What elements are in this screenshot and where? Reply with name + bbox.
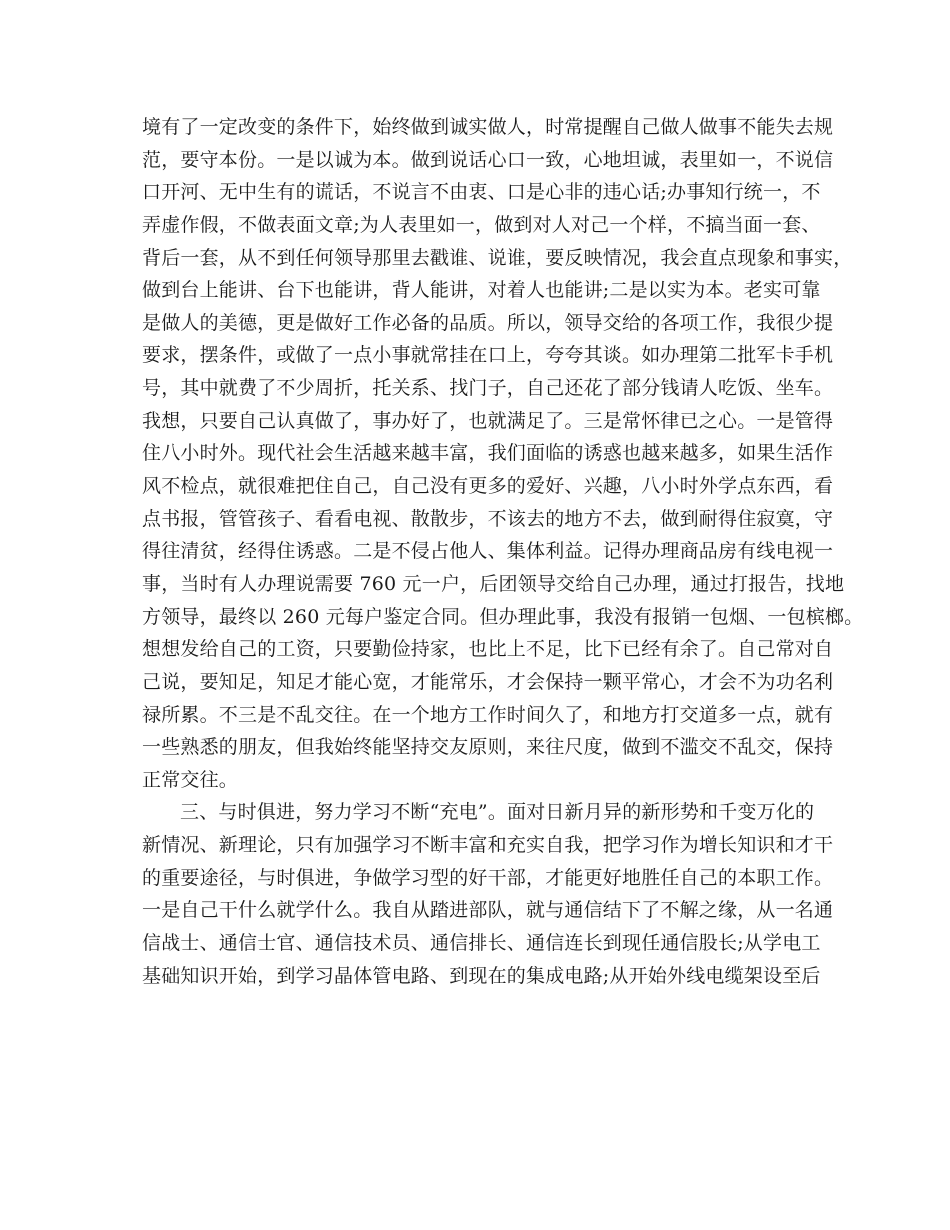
- text-line: 正常交往。: [142, 768, 239, 791]
- section-heading-line: 三、与时俱进，努力学习不断“充电”。面对日新月异的新形势和千变万化的: [180, 801, 815, 824]
- text-line: 做到台上能讲、台下也能讲，背人能讲，对着人也能讲;二是以实为本。老实可靠: [142, 279, 821, 302]
- text-line: 要求，摆条件，或做了一点小事就常挂在口上，夸夸其谈。如办理第二批军卡手机: [142, 344, 834, 367]
- text-line: 口开河、无中生有的谎话，不说言不由衷、口是心非的违心话;办事知行统一，不: [142, 181, 821, 204]
- text-line: 弄虚作假，不做表面文章;为人表里如一，做到对人对己一个样，不搞当面一套、: [142, 213, 821, 236]
- text-line: 事，当时有人办理说需要 760 元一户，后团领导交给自己办理，通过打报告，找地: [142, 572, 845, 595]
- text-line: 方领导，最终以 260 元每户鉴定合同。但办理此事，我没有报销一包烟、一包槟榔。: [142, 605, 864, 628]
- text-line: 想想发给自己的工资，只要勤俭持家，也比上不足，比下已经有余了。自己常对自: [142, 638, 834, 661]
- body-text: [142, 111, 864, 992]
- text-line: 信战士、通信士官、通信技术员、通信排长、通信连长到现任通信股长;从学电工: [142, 932, 821, 955]
- text-line: 风不检点，就很难把住自己，自己没有更多的爱好、兴趣，八小时外学点东西，看: [142, 475, 834, 498]
- text-line: 是做人的美德，更是做好工作必备的品质。所以，领导交给的各项工作，我很少提: [142, 311, 834, 334]
- text-line: 得往清贫，经得住诱惑。二是不侵占他人、集体利益。记得办理商品房有线电视一: [142, 540, 834, 563]
- text-line: 号，其中就费了不少周折，托关系、找门子，自己还花了部分钱请人吃饭、坐车。: [142, 377, 834, 400]
- text-line: 范，要守本份。一是以诚为本。做到说话心口一致，心地坦诚，表里如一，不说信: [142, 148, 834, 171]
- text-line: 我想，只要自己认真做了，事办好了，也就满足了。三是常怀律已之心。一是管得: [142, 409, 834, 432]
- text-line: 禄所累。不三是不乱交往。在一个地方工作时间久了，和地方打交道多一点，就有: [142, 703, 834, 726]
- text-line: 的重要途径，与时俱进，争做学习型的好干部，才能更好地胜任自己的本职工作。: [142, 866, 834, 889]
- text-line: 背后一套，从不到任何领导那里去戳谁、说谁，要反映情况，我会直点现象和事实，: [142, 246, 853, 269]
- text-line: 一些熟悉的朋友，但我始终能坚持交友原则，来往尺度，做到不滥交不乱交，保持: [142, 736, 834, 759]
- text-line: 点书报，管管孩子、看看电视、散散步，不该去的地方不去，做到耐得住寂寞，守: [142, 507, 834, 530]
- text-line: 己说，要知足，知足才能心宽，才能常乐，才会保持一颗平常心，才会不为功名利: [142, 670, 834, 693]
- text-line: 新情况、新理论，只有加强学习不断丰富和充实自我，把学习作为增长知识和才干: [142, 834, 834, 857]
- text-line: 基础知识开始，到学习晶体管电路、到现在的集成电路;从开始外线电缆架设至后: [142, 964, 821, 987]
- text-line: 境有了一定改变的条件下，始终做到诚实做人，时常提醒自己做人做事不能失去规: [142, 116, 834, 138]
- text-line: 一是自己干什么就学什么。我自从踏进部队，就与通信结下了不解之缘，从一名通: [142, 899, 834, 922]
- text-line: 住八小时外。现代社会生活越来越丰富，我们面临的诱惑也越来越多，如果生活作: [142, 442, 834, 465]
